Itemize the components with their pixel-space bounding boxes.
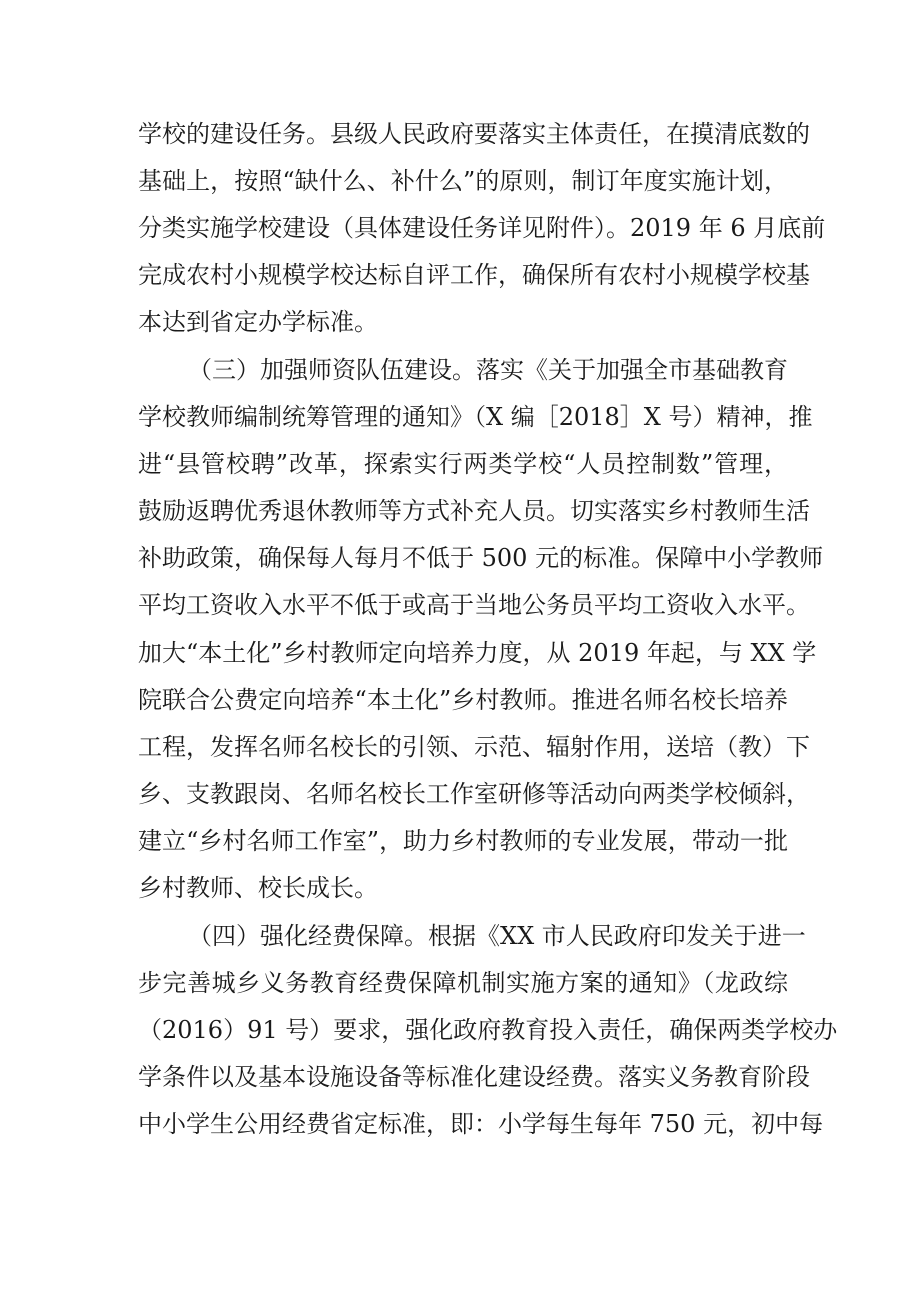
- paragraph-line: 完成农村小规模学校达标自评工作，确保所有农村小规模学校基: [138, 261, 810, 289]
- paragraph-line: 中小学生公用经费省定标准，即：小学每生每年 750 元，初中每: [138, 1110, 824, 1138]
- paragraph-line: 建立“乡村名师工作室”，助力乡村教师的专业发展，带动一批: [138, 827, 788, 855]
- paragraph-line: 乡村教师、校长成长。: [138, 874, 378, 902]
- section-heading-line: （四）强化经费保障。根据《XX 市人民政府印发关于进一: [188, 922, 806, 950]
- paragraph-line: 鼓励返聘优秀退休教师等方式补充人员。切实落实乡村教师生活: [138, 497, 810, 525]
- paragraph-line: 学校的建设任务。县级人民政府要落实主体责任，在摸清底数的: [138, 120, 810, 148]
- paragraph-line: 平均工资收入水平不低于或高于当地公务员平均工资收入水平。: [138, 591, 810, 619]
- paragraph-line: 院联合公费定向培养“本土化”乡村教师。推进名师名校长培养: [138, 686, 788, 714]
- paragraph-line: 本达到省定办学标准。: [138, 308, 378, 336]
- paragraph-line: 乡、支教跟岗、名师名校长工作室研修等活动向两类学校倾斜，: [138, 780, 810, 808]
- paragraph-line: 进“县管校聘”改革，探索实行两类学校“人员控制数”管理，: [138, 450, 788, 478]
- paragraph-line: 加大“本土化”乡村教师定向培养力度，从 2019 年起，与 XX 学: [138, 639, 817, 667]
- paragraph-line: （2016）91 号）要求，强化政府教育投入责任，确保两类学校办: [138, 1016, 838, 1044]
- paragraph-line: 补助政策，确保每人每月不低于 500 元的标准。保障中小学教师: [138, 544, 824, 572]
- paragraph-line: 基础上，按照“缺什么、补什么”的原则，制订年度实施计划，: [138, 167, 788, 195]
- paragraph-line: 步完善城乡义务教育经费保障机制实施方案的通知》（龙政综: [138, 969, 788, 997]
- paragraph-line: 分类实施学校建设（具体建设任务详见附件）。2019 年 6 月底前: [138, 214, 826, 242]
- paragraph-line: 学校教师编制统筹管理的通知》（X 编［2018］X 号）精神，推: [138, 403, 813, 431]
- paragraph-line: 学条件以及基本设施设备等标准化建设经费。落实义务教育阶段: [138, 1063, 810, 1091]
- section-heading-line: （三）加强师资队伍建设。落实《关于加强全市基础教育: [188, 356, 788, 384]
- paragraph-line: 工程，发挥名师名校长的引领、示范、辐射作用，送培（教）下: [138, 733, 810, 761]
